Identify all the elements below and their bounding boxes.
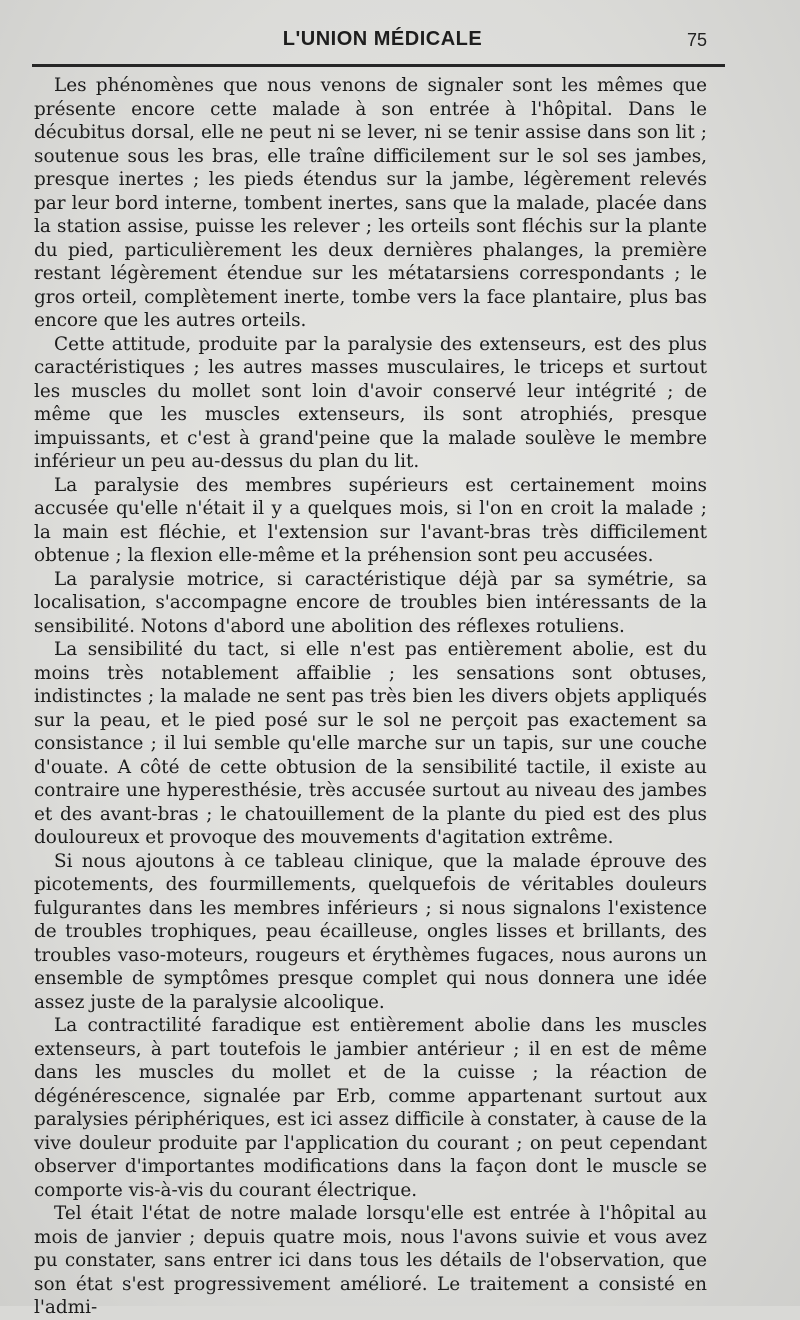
paragraph: Si nous ajoutons à ce tableau clinique, que la malade éprouve des picotements, des fourmillements, quelquefois de véritables douleurs fulgurantes dans les membres inférieurs ; si nous signalons l'existence de troubles trophiques, peau écailleuse, ongles lisses et brillants, des troubles vaso-moteurs, rougeurs et érythèmes fugaces, nous aurons un ensemble de symptômes presque complet qui nous donnera une idée assez juste de la paralysie alcoolique. bbox=[34, 850, 707, 1013]
page-header bbox=[30, 28, 735, 58]
paragraph: La sensibilité du tact, si elle n'est pas entièrement abolie, est du moins très notablement affaiblie ; les sensations sont obtuses, indistinctes ; la malade ne sent pas très bien les divers objets appliqués sur la peau, et le pied posé sur le sol ne perçoit pas exactement sa consistance ; il lui semble qu'elle marche sur un tapis, sur une couche d'ouate. A côté de cette obtusion de la sensibilité tactile, il existe au contraire une hyperesthésie, très accusée surtout au niveau des jambes et des avant-bras ; le chatouillement de la plante du pied est des plus douloureux et provoque des mouvements d'agitation extrême. bbox=[34, 639, 707, 848]
body-text bbox=[34, 74, 707, 1320]
paragraph: Les phénomènes que nous venons de signaler sont les mêmes que présente encore cette malade à son entrée à l'hôpital. Dans le décubitus dorsal, elle ne peut ni se lever, ni se tenir assise dans son lit ; soutenue sous les bras, elle traîne difficilement sur le sol ses jambes, presque inertes ; les pieds étendus sur la jambe, légèrement relevés par leur bord interne, tombent inertes, sans que la malade, placée dans la station assise, puisse les relever ; les orteils sont fléchis sur la plante du pied, particulièrement les deux dernières phalanges, la première restant légèrement étendue sur les métatarsiens correspondants ; le gros orteil, complètement inerte, tombe vers la face plantaire, plus bas encore que les autres orteils. bbox=[34, 75, 707, 331]
page-number: 75 bbox=[686, 30, 707, 50]
header-rule bbox=[32, 64, 725, 67]
running-title: L'UNION MÉDICALE bbox=[282, 28, 483, 50]
paragraph: La contractilité faradique est entièrement abolie dans les muscles extenseurs, à part toutefois le jambier antérieur ; il en est de même dans les muscles du mollet et de la cuisse ; la réaction de dégénérescence, signalée par Erb, comme appartenant surtout aux paralysies périphériques, est ici assez difficile à constater, à cause de la vive douleur produite par l'application du courant ; on peut cependant observer d'importantes modifications dans la façon dont le muscle se comporte vis-à-vis du courant électrique. bbox=[34, 1015, 707, 1201]
paragraph: La paralysie motrice, si caractéristique déjà par sa symétrie, sa localisation, s'accompagne encore de troubles bien intéressants de la sensibilité. Notons d'abord une abolition des réflexes rotuliens. bbox=[34, 568, 707, 637]
paragraph: La paralysie des membres supérieurs est certainement moins accusée qu'elle n'était il y a quelques mois, si l'on en croit la malade ; la main est fléchie, et l'extension sur l'avant-bras très difficilement obtenue ; la flexion elle-même et la préhension sont peu accusées. bbox=[34, 474, 707, 566]
paragraph: Tel était l'état de notre malade lorsqu'elle est entrée à l'hôpital au mois de janvier ; depuis quatre mois, nous l'avons suivie et vous avez pu constater, sans entrer ici dans tous les détails de l'observation, que son état s'est progressivement amélioré. Le traitement a consisté en l'admi- bbox=[34, 1203, 707, 1318]
paragraph: Cette attitude, produite par la paralysie des extenseurs, est des plus caractéristiques ; les autres masses musculaires, le triceps et surtout les muscles du mollet sont loin d'avoir conservé leur intégrité ; de même que les muscles extenseurs, ils sont atrophiés, presque impuissants, et c'est à grand'peine que la malade soulève le membre inférieur un peu au-dessus du plan du lit. bbox=[34, 333, 707, 472]
